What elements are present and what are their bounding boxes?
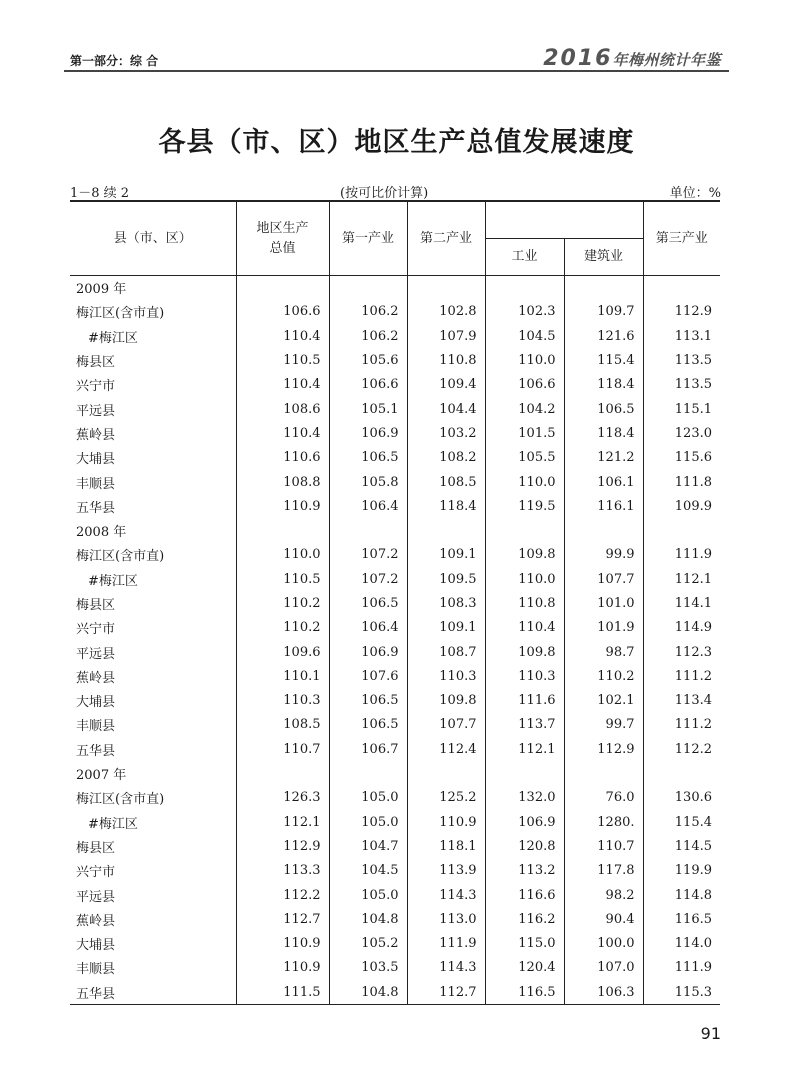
value-tertiary: 114.0 [643, 932, 720, 956]
value-secondary: 102.8 [407, 300, 485, 324]
table-row [70, 446, 720, 470]
value-industry: 110.8 [485, 591, 564, 615]
value-construction: 102.1 [564, 689, 643, 713]
header-rule [64, 70, 729, 72]
value-gdp: 110.2 [236, 591, 329, 615]
growth-table [70, 200, 720, 1005]
value-industry: 102.3 [485, 300, 564, 324]
value-industry: 119.5 [485, 494, 564, 518]
value-primary: 104.8 [329, 980, 407, 1004]
table-row [70, 810, 720, 834]
value-tertiary: 123.0 [643, 421, 720, 445]
section-header: 第一部分：综 合 [70, 54, 159, 68]
value-gdp: 108.8 [236, 470, 329, 494]
value-gdp: 112.9 [236, 834, 329, 858]
value-industry: 110.3 [485, 664, 564, 688]
book-title-text: 年梅州统计年鉴 [612, 51, 721, 69]
value-primary: 105.6 [329, 348, 407, 372]
value-tertiary: 113.4 [643, 689, 720, 713]
value-construction: 99.7 [564, 713, 643, 737]
value-construction: 99.9 [564, 543, 643, 567]
county-name: 蕉岭县 [76, 427, 116, 443]
value-gdp: 110.4 [236, 373, 329, 397]
value-construction: 90.4 [564, 907, 643, 931]
county-name: 兴宁市 [76, 865, 116, 881]
year-row [70, 761, 720, 785]
table-row [70, 567, 720, 591]
value-primary: 106.9 [329, 421, 407, 445]
value-tertiary: 112.3 [643, 640, 720, 664]
county-name: 丰顺县 [76, 476, 116, 492]
value-tertiary: 114.5 [643, 834, 720, 858]
value-construction: 1280. [564, 810, 643, 834]
value-construction: 117.8 [564, 859, 643, 883]
value-construction: 98.2 [564, 883, 643, 907]
table-row [70, 664, 720, 688]
table-row [70, 640, 720, 664]
value-tertiary: 115.3 [643, 980, 720, 1004]
value-gdp: 112.7 [236, 907, 329, 931]
value-gdp: 110.9 [236, 956, 329, 980]
value-primary: 106.5 [329, 591, 407, 615]
year-row [70, 276, 720, 300]
table-row [70, 494, 720, 518]
value-industry: 132.0 [485, 786, 564, 810]
value-primary: 104.8 [329, 907, 407, 931]
col-gdp-line1: 地区生产 [256, 220, 309, 236]
value-secondary: 118.1 [407, 834, 485, 858]
value-gdp: 111.5 [236, 980, 329, 1004]
value-construction: 101.0 [564, 591, 643, 615]
table-row [70, 834, 720, 858]
value-primary: 106.5 [329, 689, 407, 713]
table-row [70, 324, 720, 348]
county-name: #梅江区 [88, 330, 138, 346]
value-primary: 105.0 [329, 883, 407, 907]
value-secondary: 109.8 [407, 689, 485, 713]
value-gdp: 113.3 [236, 859, 329, 883]
value-construction: 107.7 [564, 567, 643, 591]
value-tertiary: 111.9 [643, 956, 720, 980]
table-row [70, 932, 720, 956]
value-primary: 104.7 [329, 834, 407, 858]
county-name: 蕉岭县 [76, 913, 116, 929]
value-primary: 103.5 [329, 956, 407, 980]
value-industry: 109.8 [485, 640, 564, 664]
value-industry: 116.6 [485, 883, 564, 907]
value-secondary: 108.5 [407, 470, 485, 494]
value-tertiary: 111.2 [643, 713, 720, 737]
value-gdp: 112.1 [236, 810, 329, 834]
value-tertiary: 119.9 [643, 859, 720, 883]
value-construction: 112.9 [564, 737, 643, 761]
value-tertiary: 114.8 [643, 883, 720, 907]
county-name: 丰顺县 [76, 962, 116, 978]
table-body [70, 276, 720, 1005]
value-industry: 109.8 [485, 543, 564, 567]
value-gdp: 110.5 [236, 348, 329, 372]
county-name: 五华县 [76, 500, 116, 516]
value-tertiary: 111.9 [643, 543, 720, 567]
value-secondary: 108.7 [407, 640, 485, 664]
value-industry: 106.6 [485, 373, 564, 397]
value-tertiary: 113.1 [643, 324, 720, 348]
value-industry: 104.5 [485, 324, 564, 348]
value-gdp: 110.3 [236, 689, 329, 713]
value-secondary: 112.7 [407, 980, 485, 1004]
table-row [70, 713, 720, 737]
table-row [70, 956, 720, 980]
value-construction: 121.2 [564, 446, 643, 470]
value-tertiary: 112.1 [643, 567, 720, 591]
value-industry: 120.4 [485, 956, 564, 980]
value-gdp: 110.4 [236, 324, 329, 348]
value-gdp: 110.2 [236, 616, 329, 640]
year-label: 2008 年 [76, 525, 127, 541]
value-primary: 106.4 [329, 494, 407, 518]
value-tertiary: 113.5 [643, 373, 720, 397]
value-construction: 116.1 [564, 494, 643, 518]
value-construction: 98.7 [564, 640, 643, 664]
value-industry: 120.8 [485, 834, 564, 858]
col-industry: 工业 [485, 239, 564, 276]
book-title [543, 46, 721, 71]
table-code: 1－8 续 2 [70, 186, 130, 201]
col-group-spacer [485, 201, 643, 239]
value-gdp: 110.9 [236, 932, 329, 956]
value-secondary: 108.3 [407, 591, 485, 615]
county-name: 大埔县 [76, 938, 116, 954]
table-row [70, 883, 720, 907]
table-row [70, 737, 720, 761]
county-name: #梅江区 [88, 816, 138, 832]
county-name: 梅江区(含市直) [76, 549, 165, 565]
value-tertiary: 111.2 [643, 664, 720, 688]
value-tertiary: 114.1 [643, 591, 720, 615]
value-tertiary: 115.6 [643, 446, 720, 470]
value-secondary: 113.0 [407, 907, 485, 931]
value-secondary: 110.3 [407, 664, 485, 688]
value-gdp: 110.9 [236, 494, 329, 518]
value-construction: 118.4 [564, 373, 643, 397]
table-row [70, 300, 720, 324]
value-industry: 101.5 [485, 421, 564, 445]
table-unit: 单位：% [669, 186, 721, 201]
value-secondary: 107.9 [407, 324, 485, 348]
value-industry: 106.9 [485, 810, 564, 834]
value-secondary: 110.9 [407, 810, 485, 834]
county-name: 梅县区 [76, 840, 116, 856]
value-primary: 107.2 [329, 543, 407, 567]
value-primary: 106.2 [329, 300, 407, 324]
value-primary: 107.6 [329, 664, 407, 688]
value-gdp: 126.3 [236, 786, 329, 810]
col-secondary: 第二产业 [407, 201, 485, 276]
value-gdp: 108.5 [236, 713, 329, 737]
value-primary: 106.5 [329, 713, 407, 737]
value-primary: 105.8 [329, 470, 407, 494]
county-name: #梅江区 [88, 573, 138, 589]
value-tertiary: 116.5 [643, 907, 720, 931]
value-secondary: 109.4 [407, 373, 485, 397]
value-secondary: 107.7 [407, 713, 485, 737]
table-row [70, 786, 720, 810]
county-name: 兴宁市 [76, 622, 116, 638]
county-name: 丰顺县 [76, 719, 116, 735]
value-construction: 101.9 [564, 616, 643, 640]
table-row [70, 907, 720, 931]
value-industry: 110.4 [485, 616, 564, 640]
value-tertiary: 130.6 [643, 786, 720, 810]
book-year: 2016 [543, 46, 613, 71]
value-secondary: 113.9 [407, 859, 485, 883]
col-construction: 建筑业 [564, 239, 643, 276]
value-secondary: 112.4 [407, 737, 485, 761]
value-construction: 107.0 [564, 956, 643, 980]
value-tertiary: 115.4 [643, 810, 720, 834]
value-industry: 113.2 [485, 859, 564, 883]
value-secondary: 104.4 [407, 397, 485, 421]
value-construction: 106.3 [564, 980, 643, 1004]
value-secondary: 125.2 [407, 786, 485, 810]
value-construction: 106.5 [564, 397, 643, 421]
value-primary: 105.0 [329, 786, 407, 810]
value-industry: 105.5 [485, 446, 564, 470]
value-industry: 110.0 [485, 348, 564, 372]
value-industry: 104.2 [485, 397, 564, 421]
table-row [70, 980, 720, 1004]
value-primary: 106.6 [329, 373, 407, 397]
county-name: 平远县 [76, 403, 116, 419]
table-row [70, 591, 720, 615]
year-label: 2007 年 [76, 768, 127, 784]
page-number: 91 [700, 1024, 721, 1043]
county-name: 兴宁市 [76, 379, 116, 395]
county-name: 平远县 [76, 889, 116, 905]
value-industry: 115.0 [485, 932, 564, 956]
table-header [70, 201, 720, 276]
county-name: 五华县 [70, 980, 236, 1004]
col-gdp-line2: 总值 [269, 240, 296, 256]
value-industry: 113.7 [485, 713, 564, 737]
table-row [70, 373, 720, 397]
value-construction: 115.4 [564, 348, 643, 372]
county-name: 大埔县 [76, 695, 116, 711]
value-construction: 100.0 [564, 932, 643, 956]
table-row [70, 689, 720, 713]
value-secondary: 110.8 [407, 348, 485, 372]
county-name: 蕉岭县 [76, 670, 116, 686]
value-primary: 107.2 [329, 567, 407, 591]
value-gdp: 110.5 [236, 567, 329, 591]
value-secondary: 111.9 [407, 932, 485, 956]
value-secondary: 108.2 [407, 446, 485, 470]
value-tertiary: 113.5 [643, 348, 720, 372]
col-gdp [236, 201, 329, 276]
table-row [70, 470, 720, 494]
value-gdp: 112.2 [236, 883, 329, 907]
value-construction: 76.0 [564, 786, 643, 810]
value-industry: 111.6 [485, 689, 564, 713]
value-primary: 106.9 [329, 640, 407, 664]
col-county: 县（市、区） [70, 201, 236, 276]
value-tertiary: 112.9 [643, 300, 720, 324]
table-row [70, 543, 720, 567]
county-name: 大埔县 [76, 452, 116, 468]
value-primary: 106.5 [329, 446, 407, 470]
value-secondary: 103.2 [407, 421, 485, 445]
value-gdp: 110.4 [236, 421, 329, 445]
value-construction: 118.4 [564, 421, 643, 445]
table-row [70, 348, 720, 372]
table-row [70, 421, 720, 445]
county-name: 梅江区(含市直) [76, 792, 165, 808]
table-note: (按可比价计算) [340, 186, 429, 201]
value-industry: 116.5 [485, 980, 564, 1004]
value-industry: 116.2 [485, 907, 564, 931]
value-industry: 112.1 [485, 737, 564, 761]
table-row [70, 616, 720, 640]
county-name: 五华县 [76, 743, 116, 759]
value-industry: 110.0 [485, 470, 564, 494]
value-gdp: 110.0 [236, 543, 329, 567]
value-construction: 110.7 [564, 834, 643, 858]
value-tertiary: 109.9 [643, 494, 720, 518]
value-primary: 104.5 [329, 859, 407, 883]
value-gdp: 110.1 [236, 664, 329, 688]
value-gdp: 110.7 [236, 737, 329, 761]
value-primary: 106.7 [329, 737, 407, 761]
value-primary: 105.1 [329, 397, 407, 421]
value-construction: 121.6 [564, 324, 643, 348]
value-secondary: 109.1 [407, 616, 485, 640]
value-construction: 110.2 [564, 664, 643, 688]
value-secondary: 114.3 [407, 956, 485, 980]
value-primary: 106.4 [329, 616, 407, 640]
value-secondary: 109.1 [407, 543, 485, 567]
value-gdp: 108.6 [236, 397, 329, 421]
col-tertiary: 第三产业 [643, 201, 720, 276]
value-secondary: 118.4 [407, 494, 485, 518]
value-construction: 109.7 [564, 300, 643, 324]
value-secondary: 114.3 [407, 883, 485, 907]
value-primary: 105.2 [329, 932, 407, 956]
county-name: 梅县区 [76, 355, 116, 371]
year-row [70, 518, 720, 542]
value-gdp: 110.6 [236, 446, 329, 470]
value-secondary: 109.5 [407, 567, 485, 591]
page-title: 各县（市、区）地区生产总值发展速度 [158, 127, 635, 158]
value-primary: 105.0 [329, 810, 407, 834]
table-row [70, 859, 720, 883]
value-industry: 110.0 [485, 567, 564, 591]
value-gdp: 106.6 [236, 300, 329, 324]
value-tertiary: 111.8 [643, 470, 720, 494]
col-primary: 第一产业 [329, 201, 407, 276]
value-tertiary: 115.1 [643, 397, 720, 421]
county-name: 梅江区(含市直) [76, 306, 165, 322]
table-row [70, 397, 720, 421]
value-gdp: 109.6 [236, 640, 329, 664]
value-tertiary: 114.9 [643, 616, 720, 640]
county-name: 梅县区 [76, 598, 116, 613]
year-label: 2009 年 [76, 282, 127, 298]
value-primary: 106.2 [329, 324, 407, 348]
value-construction: 106.1 [564, 470, 643, 494]
value-tertiary: 112.2 [643, 737, 720, 761]
county-name: 平远县 [76, 646, 116, 662]
